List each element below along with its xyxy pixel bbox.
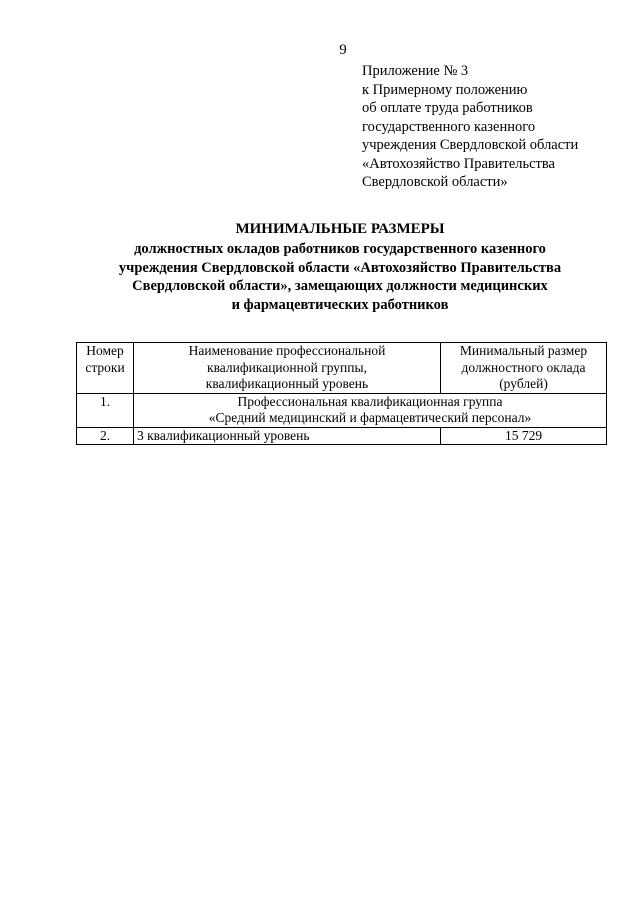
annex-line: Приложение № 3 — [362, 63, 469, 79]
title-sub-line: учреждения Свердловской области «Автохозяйство Правительства — [118, 259, 562, 276]
header-name — [134, 343, 441, 394]
header-text: Минимальный размер — [459, 343, 588, 358]
header-text: должностного оклада — [461, 359, 586, 375]
title-sub-line: Свердловской области», замещающих должности медицинских — [132, 278, 548, 294]
annex-line: учреждения Свердловской области — [362, 137, 579, 153]
annex-line: Свердловской области» — [362, 174, 508, 190]
page-number: 9 — [339, 42, 347, 58]
annex-line: к Примерному положению — [362, 81, 528, 98]
annex-line: об оплате труда работников — [362, 100, 533, 116]
header-text: Наименование профессиональной — [188, 343, 386, 358]
annex-line: государственного казенного — [362, 118, 536, 135]
salary-table — [76, 342, 607, 445]
group-line: «Средний медицинский и фармацевтический персонал» — [208, 410, 532, 425]
header-text: квалификационной группы, — [207, 359, 367, 375]
title-sub-line: и фармацевтических работников — [231, 296, 449, 313]
row-salary-value: 15 729 — [441, 427, 607, 445]
title-sub-line: должностных окладов работников государственного казенного — [134, 241, 546, 257]
header-text: (рублей) — [499, 376, 548, 391]
row-number: 2. — [77, 427, 134, 445]
annex-line: «Автохозяйство Правительства — [362, 155, 555, 172]
group-line: Профессиональная квалификационная группа — [237, 393, 503, 409]
header-text: квалификационный уровень — [205, 376, 369, 391]
title-main: МИНИМАЛЬНЫЕ РАЗМЕРЫ — [235, 221, 445, 237]
group-name — [134, 393, 607, 427]
table-group-row — [77, 393, 607, 427]
table-row — [77, 427, 607, 445]
annex-header — [362, 62, 612, 192]
row-number: 1. — [77, 393, 134, 427]
header-text: строки — [85, 359, 125, 375]
header-min-salary — [441, 343, 607, 394]
document-title — [60, 219, 620, 314]
header-text: Номер — [86, 343, 124, 358]
table-header-row — [77, 343, 607, 394]
header-num — [77, 343, 134, 394]
title-subtitle — [60, 240, 620, 314]
row-level-name: 3 квалификационный уровень — [134, 427, 441, 445]
